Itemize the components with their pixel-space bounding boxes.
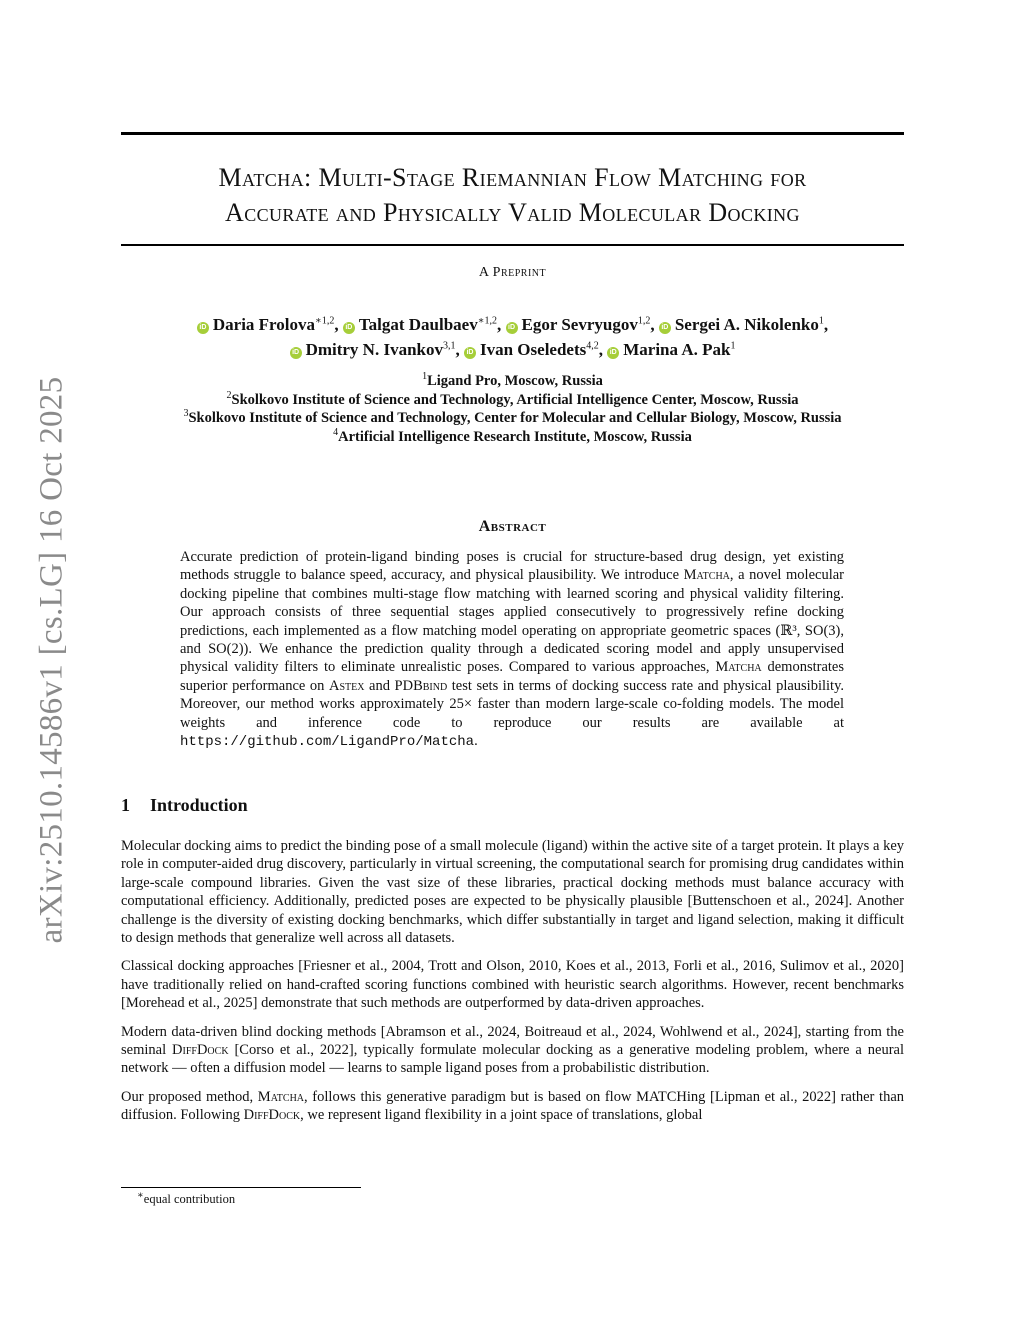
paragraph-text: Modern data-driven blind docking methods [Abramson et al., 2024, Boitreaud et al., 2024, Wohlwend et al., 2024], starting from the seminal — [121, 1023, 904, 1059]
author-affiliation-marker: 3,1 — [442, 340, 456, 352]
author-affiliation-marker: 1 — [730, 340, 736, 352]
author-affiliation-marker: 1 — [818, 315, 824, 327]
affiliation-marker: 2 — [226, 389, 232, 401]
code-repository-link[interactable]: https://github.com/LigandPro/Matcha — [180, 734, 475, 751]
footnote-text: equal contribution — [143, 1192, 236, 1206]
section-heading — [121, 795, 248, 816]
paragraph-text: Our proposed method, — [121, 1088, 258, 1105]
arxiv-identifier-stamp: arXiv:2510.14586v1 [cs.LG] 16 Oct 2025 — [33, 376, 70, 944]
orcid-icon[interactable]: iD — [659, 322, 671, 334]
method-name: DiffDock — [172, 1042, 229, 1059]
affiliation — [121, 372, 904, 391]
dataset-name: Astex — [328, 677, 365, 694]
affiliation — [121, 391, 904, 410]
affiliation — [121, 428, 904, 447]
author-name: Marina A. Pak — [623, 340, 731, 359]
orcid-icon[interactable]: iD — [290, 347, 302, 359]
paragraph: Classical docking approaches [Friesner et al., 2004, Trott and Olson, 2010, Koes et al., 2013, Forli et al., 2016, Sulimov et al., 2020] have traditionally relied on hand-crafted scoring functions combined with heuristic search algorithms. However, recent benchmarks [Morehead et al., 2025] demonstrate that such methods are outperformed by data-driven approaches. — [121, 958, 904, 1012]
author: iD Sergei A. Nikolenko$^1$, — [659, 315, 828, 334]
orcid-icon[interactable]: iD — [464, 347, 476, 359]
author-name: Daria Frolova — [212, 315, 316, 334]
abstract-text-part: and — [364, 677, 395, 694]
author-name: Dmitry N. Ivankov — [305, 340, 443, 359]
author: iD Egor Sevryugov$^{1,2}$, — [506, 315, 655, 334]
title-bottom-rule — [121, 244, 904, 246]
method-name: Matcha — [257, 1088, 305, 1105]
author — [607, 340, 735, 359]
title-top-rule — [121, 132, 904, 135]
affiliation-text: Artificial Intelligence Research Institute, Moscow, Russia — [338, 428, 692, 445]
method-name: Matcha — [683, 567, 730, 584]
abstract-text — [180, 548, 844, 751]
preprint-label: A Preprint — [478, 265, 547, 280]
orcid-icon[interactable]: iD — [197, 322, 209, 334]
footnote — [137, 1189, 236, 1207]
method-name: Matcha — [715, 659, 762, 676]
paragraph-text: , we represent ligand flexibility in a joint space of translations, global — [300, 1107, 703, 1124]
author: iD Talgat Daulbaev$^{∗1,2}$, — [343, 315, 501, 334]
abstract-text-part: Accurate prediction of protein-ligand binding poses is crucial for structure-based drug design, yet existing methods struggle to balance speed, accuracy, and physical plausibility. We introduce — [180, 549, 844, 584]
introduction-body — [121, 837, 904, 1135]
method-name: DiffDock — [243, 1107, 301, 1124]
author-affiliation-marker: ∗1,2 — [315, 315, 335, 327]
paper-title — [121, 160, 904, 230]
paragraph — [121, 1023, 904, 1078]
affiliation-marker: 4 — [333, 426, 339, 438]
author-name: Sergei A. Nikolenko — [674, 315, 819, 334]
author-name: Ivan Oseledets — [479, 340, 587, 359]
orcid-icon[interactable]: iD — [343, 322, 355, 334]
section-title: Introduction — [150, 795, 248, 815]
abstract-text-part: . — [474, 733, 478, 750]
affiliation-marker: 3 — [183, 408, 189, 420]
abstract-text-part: demonstrates superior performance on — [180, 659, 844, 694]
author: iD Ivan Oseledets$^{4,2}$, — [464, 340, 603, 359]
title-line-2: Accurate and Physically Valid Molecular Docking — [225, 198, 800, 227]
abstract-text-part: , a novel molecular docking pipeline that combines multi-stage flow matching with learned scoring and physical validity filtering. Our approach consists of three sequential stages applied consecutively to progressively refine docking predictions, each implemented as a flow matching model operating on appropriate geometric spaces (ℝ³, SO(3), and SO(2)). We enhance the prediction quality through a dedicated scoring model and apply unsupervised physical validity filters to eliminate unrealistic poses. Compared to various approaches, — [180, 567, 844, 676]
author: iD Daria Frolova$^{∗1,2}$, — [197, 315, 339, 334]
abstract-text-part: test sets in terms of docking success rate and physical plausibility. Moreover, our method works approximately 25× faster than modern large-scale co-folding models. The model weights and inference code to reproduce our results are available at — [180, 677, 845, 731]
affiliation-text: Skolkovo Institute of Science and Technology, Center for Molecular and Cellular Biology, Moscow, Russia — [188, 410, 842, 426]
author-affiliation-marker: 1,2 — [637, 315, 651, 327]
abstract-heading: Abstract — [478, 518, 547, 535]
section-number: 1 — [121, 795, 130, 815]
paragraph — [121, 1088, 904, 1125]
orcid-icon[interactable]: iD — [607, 347, 619, 359]
paragraph-text: [Corso et al., 2022], typically formulate molecular docking as a generative modeling problem, where a neural network — often a diffusion model — learns to sample ligand poses from a probabilistic distribution. — [121, 1042, 904, 1077]
affiliation-list — [121, 372, 904, 446]
affiliation-text: Ligand Pro, Moscow, Russia — [427, 373, 603, 389]
author-name: Talgat Daulbaev — [358, 315, 478, 334]
author-affiliation-marker: 4,2 — [586, 340, 599, 352]
author: iD Dmitry N. Ivankov$^{3,1}$, — [290, 340, 460, 359]
affiliation — [121, 409, 904, 428]
paragraph-text: , follows this generative paradigm but is based on flow MATCHing [Lipman et al., 2022] rather than diffusion. Following — [121, 1088, 905, 1124]
footnote-marker: ∗ — [137, 1189, 144, 1201]
footnote-rule — [121, 1187, 361, 1188]
author-list — [121, 312, 904, 362]
affiliation-text: Skolkovo Institute of Science and Technology, Artificial Intelligence Center, Moscow, Russia — [231, 391, 799, 408]
affiliation-marker: 1 — [422, 371, 428, 383]
orcid-icon[interactable]: iD — [506, 322, 518, 334]
title-line-1: Matcha: Multi-Stage Riemannian Flow Matching for — [218, 163, 807, 192]
author-name: Egor Sevryugov — [521, 315, 638, 334]
author-affiliation-marker: ∗1,2 — [477, 315, 497, 327]
paragraph: Molecular docking aims to predict the binding pose of a small molecule (ligand) within the active site of a target protein. It plays a key role in computer-aided drug discovery, particularly in virtual screening, the computational search for promising drug candidates within large-scale compound libraries. Given the vast size of these libraries, practical docking methods must balance accuracy with computational efficiency. Additionally, predicted poses are expected to be physically plausible [Buttenschoen et al., 2024]. Another challenge is the diversity of existing docking benchmarks, which differ substantially in target and ligand selection, making it difficult to design methods that generalize well across all datasets. — [121, 838, 904, 947]
dataset-name: PDBbind — [394, 677, 448, 694]
